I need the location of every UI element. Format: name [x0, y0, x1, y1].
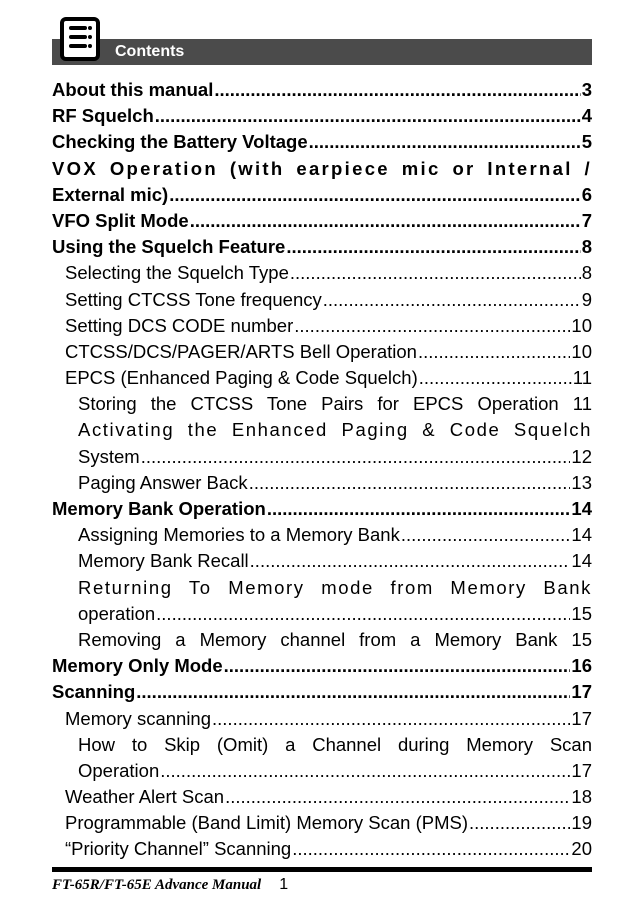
toc-entry[interactable]: [52, 470, 592, 496]
toc-entry[interactable]: [52, 156, 592, 182]
toc-entry[interactable]: [52, 784, 592, 810]
toc-entry-continuation[interactable]: [52, 444, 592, 470]
toc-entry-page: 4: [581, 105, 592, 127]
toc-entry-page: 19: [571, 812, 592, 834]
toc-entry-page: 8: [581, 236, 592, 258]
toc-entry[interactable]: [52, 627, 592, 653]
toc-entry-page: 10: [571, 340, 592, 362]
toc-entry-page: 6: [581, 183, 592, 205]
toc-entry-title: Scanning: [52, 681, 136, 703]
toc-entry-page: 17: [571, 681, 592, 703]
toc-entry-title: “Priority Channel” Scanning: [65, 838, 292, 860]
dot-leader: [418, 339, 570, 365]
toc-entry-page: 20: [571, 838, 592, 860]
toc-entry-title: Returning To Memory mode from Memory Bank: [78, 576, 592, 598]
toc-entry[interactable]: [52, 548, 592, 574]
dot-leader: [224, 653, 571, 679]
toc-entry-page: 5: [581, 131, 592, 153]
dot-leader: [309, 129, 581, 155]
toc-entry-title: EPCS (Enhanced Paging & Code Squelch): [65, 367, 418, 389]
dot-leader: [419, 365, 572, 391]
table-of-contents: [52, 77, 592, 863]
toc-entry-page: 11: [572, 367, 592, 389]
toc-entry-title: operation: [78, 602, 156, 624]
dot-leader: [469, 810, 570, 836]
toc-entry-title: Selecting the Squelch Type: [65, 262, 289, 284]
toc-entry[interactable]: [52, 391, 592, 417]
toc-entry[interactable]: [52, 706, 592, 732]
toc-entry-title: Removing a Memory channel from a Memory Bank 15: [78, 628, 592, 650]
toc-entry-page: 9: [581, 288, 592, 310]
dot-leader: [169, 182, 581, 208]
dot-leader: [141, 444, 571, 470]
toc-entry-title: External mic): [52, 183, 169, 205]
toc-entry-title: Operation: [78, 759, 160, 781]
toc-entry[interactable]: [52, 679, 592, 705]
toc-entry-continuation[interactable]: [52, 182, 592, 208]
toc-entry-page: 12: [571, 445, 592, 467]
toc-entry-page: 14: [571, 498, 592, 519]
toc-entry[interactable]: [52, 417, 592, 443]
toc-entry[interactable]: [52, 522, 592, 548]
dot-leader: [136, 679, 570, 705]
dot-leader: [286, 234, 580, 260]
toc-entry[interactable]: [52, 287, 592, 313]
toc-entry[interactable]: [52, 810, 592, 836]
toc-entry[interactable]: [52, 836, 592, 862]
toc-entry-title: VOX Operation (with earpiece mic or Internal /: [52, 157, 592, 179]
toc-entry-continuation[interactable]: [52, 758, 592, 784]
toc-entry[interactable]: [52, 365, 592, 391]
dot-leader: [294, 313, 570, 339]
dot-leader: [214, 77, 580, 103]
toc-entry[interactable]: [52, 208, 592, 234]
toc-entry[interactable]: [52, 77, 592, 103]
dot-leader: [292, 836, 570, 862]
toc-entry-title: Setting CTCSS Tone frequency: [65, 288, 322, 310]
dot-leader: [160, 758, 570, 784]
toc-entry-continuation[interactable]: [52, 601, 592, 627]
toc-entry-title: Memory Bank Operation: [52, 498, 266, 519]
toc-entry-title: Setting DCS CODE number: [65, 314, 294, 336]
toc-entry-page: 14: [571, 524, 592, 546]
page-footer: [52, 875, 288, 895]
toc-entry-title: Programmable (Band Limit) Memory Scan (PMS): [65, 812, 468, 834]
dot-leader: [225, 784, 570, 810]
toc-entry-title: Memory Bank Recall: [78, 550, 249, 572]
page-title: Contents: [115, 43, 185, 60]
toc-entry-title: Weather Alert Scan: [65, 786, 225, 808]
toc-entry-title: System: [78, 445, 140, 467]
toc-entry-title: Checking the Battery Voltage: [52, 131, 308, 153]
dot-leader: [250, 548, 571, 574]
toc-entry-page: 3: [581, 79, 592, 100]
toc-entry-page: 18: [571, 786, 592, 808]
dot-leader: [212, 706, 570, 732]
toc-entry[interactable]: [52, 129, 592, 155]
toc-entry-title: CTCSS/DCS/PAGER/ARTS Bell Operation: [65, 340, 417, 362]
toc-entry-title: About this manual: [52, 79, 214, 100]
toc-entry-title: VFO Split Mode: [52, 209, 189, 231]
toc-entry-title: Memory Only Mode: [52, 655, 223, 677]
toc-entry-title: RF Squelch: [52, 105, 154, 127]
toc-entry[interactable]: [52, 575, 592, 601]
toc-entry-title: Assigning Memories to a Memory Bank: [78, 524, 400, 546]
dot-leader: [249, 470, 571, 496]
page-number: 1: [279, 876, 289, 893]
manual-title: FT-65R/FT-65E Advance Manual: [52, 877, 262, 893]
toc-entry-page: 17: [571, 707, 592, 729]
toc-entry-page: 8: [581, 262, 592, 284]
toc-entry-page: 15: [571, 602, 592, 624]
toc-entry-page: 14: [571, 550, 592, 572]
toc-entry-title: Storing the CTCSS Tone Pairs for EPCS Operation 11: [78, 393, 592, 415]
dot-leader: [401, 522, 571, 548]
dot-leader: [323, 287, 581, 313]
dot-leader: [190, 208, 581, 234]
dot-leader: [290, 260, 581, 286]
toc-entry-title: Memory scanning: [65, 707, 212, 729]
toc-entry[interactable]: [52, 732, 592, 758]
toc-entry[interactable]: [52, 496, 592, 522]
toc-entry-title: Using the Squelch Feature: [52, 236, 286, 258]
toc-entry-page: 17: [571, 759, 592, 781]
toc-entry[interactable]: [52, 103, 592, 129]
toc-entry[interactable]: [52, 653, 592, 679]
toc-entry[interactable]: [52, 339, 592, 365]
dot-leader: [267, 496, 571, 522]
dot-leader: [156, 601, 570, 627]
toc-entry[interactable]: [52, 260, 592, 286]
toc-entry-page: 10: [571, 314, 592, 336]
toc-entry[interactable]: [52, 234, 592, 260]
toc-entry-page: 7: [581, 209, 592, 231]
footer-rule: [52, 867, 592, 872]
toc-entry-title: Activating the Enhanced Paging & Code Squelch: [78, 419, 592, 441]
toc-entry-title: Paging Answer Back: [78, 471, 248, 493]
toc-entry-title: How to Skip (Omit) a Channel during Memory Scan: [78, 733, 592, 755]
dot-leader: [155, 103, 581, 129]
toc-entry-page: 13: [571, 471, 592, 493]
toc-entry-page: 16: [571, 655, 592, 677]
list-icon: [60, 17, 100, 61]
toc-entry[interactable]: [52, 313, 592, 339]
